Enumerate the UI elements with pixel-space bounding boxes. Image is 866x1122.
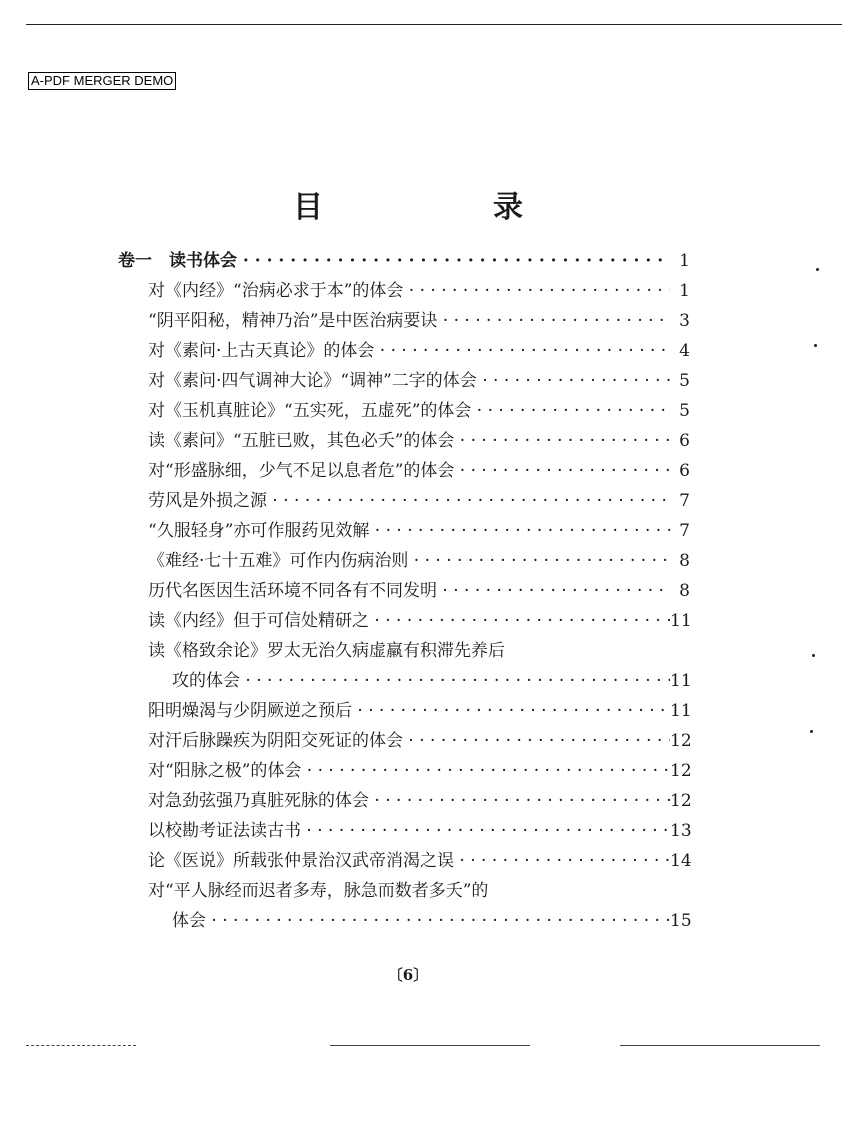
toc-entry-page: 7 <box>670 516 690 546</box>
toc-entry <box>118 696 698 726</box>
toc-entry-title: 对汗后脉躁疾为阴阳交死证的体会 · · · <box>148 726 678 756</box>
toc-entry-title: 对急劲弦强乃真脏死脉的体会 · · · <box>148 786 678 816</box>
toc-entry <box>118 546 698 576</box>
toc-entry <box>118 276 698 306</box>
toc-entry-title: 对《素问·四气调神大论》“调神”二字的体会 · · · <box>148 366 678 396</box>
toc-entry-page: 7 <box>670 486 690 516</box>
toc-entry <box>118 666 698 696</box>
toc-entry <box>118 726 698 756</box>
toc-entry-title: “阴平阳秘，精神乃治”是中医治病要诀 · · · <box>148 306 678 336</box>
toc-entry-title: 体会 · · · <box>172 906 678 936</box>
toc-entry-page: 4 <box>670 336 690 366</box>
bottom-rule-right <box>620 1045 820 1046</box>
toc-entry-title: 对“平人脉经而迟者多寿，脉急而数者多夭”的 <box>148 881 489 901</box>
toc-entry-page: 11 <box>670 606 690 636</box>
toc-entry-title: 《难经·七十五难》可作内伤病治则 · · · <box>148 546 678 576</box>
toc-entry-title: 对“阳脉之极”的体会 · · · <box>148 756 678 786</box>
bottom-rule-middle <box>330 1045 530 1046</box>
scan-speck <box>810 730 813 733</box>
toc-entry-title: 论《医说》所载张仲景治汉武帝消渴之误 · · · <box>148 846 678 876</box>
toc-entry <box>118 306 698 336</box>
toc-entry-title: 读《格致余论》罗太无治久病虚羸有积滞先养后 <box>148 641 505 661</box>
toc-entry-title: 卷一 读书体会 · · · <box>118 246 678 276</box>
bottom-rule-left <box>26 1045 136 1046</box>
toc-entry-page: 6 <box>670 426 690 456</box>
toc-entry <box>118 396 698 426</box>
toc-entry-title: 以校勘考证法读古书 · · · <box>148 816 678 846</box>
toc-entry <box>118 756 698 786</box>
toc-entry-page: 12 <box>670 756 690 786</box>
toc-entry-page: 6 <box>670 456 690 486</box>
scan-speck <box>812 654 815 657</box>
toc-entry <box>118 576 698 606</box>
toc-entry-title: 劳风是外损之源 · · · <box>148 486 678 516</box>
toc-entry <box>118 816 698 846</box>
toc-entry <box>118 486 698 516</box>
toc-entry <box>118 426 698 456</box>
toc-entry-title: 阳明燥渴与少阴厥逆之预后 · · · <box>148 696 678 726</box>
toc-entry <box>118 516 698 546</box>
toc-entry <box>118 636 698 666</box>
toc-entry-page: 1 <box>670 246 690 276</box>
toc-entry <box>118 456 698 486</box>
toc-entry-page: 12 <box>670 786 690 816</box>
page-number: 〔6〕 <box>387 966 429 984</box>
toc-entry-page: 11 <box>670 666 690 696</box>
toc-entry-page: 3 <box>670 306 690 336</box>
toc-entry-title: 读《内经》但于可信处精研之 · · · <box>148 606 678 636</box>
toc-entry-page: 8 <box>670 546 690 576</box>
toc-entry <box>118 606 698 636</box>
toc-entry-page: 12 <box>670 726 690 756</box>
scan-speck <box>816 268 819 271</box>
scan-speck <box>814 344 817 347</box>
top-rule <box>26 24 842 25</box>
toc-entry-page: 13 <box>670 816 690 846</box>
toc-entry <box>118 336 698 366</box>
page-title: 目 录 <box>293 190 593 225</box>
toc-entry <box>118 786 698 816</box>
toc-entry-title: 对《素问·上古天真论》的体会 · · · <box>148 336 678 366</box>
toc-entry <box>118 846 698 876</box>
toc-entry <box>118 876 698 906</box>
toc-entry-title: 攻的体会 · · · <box>172 666 678 696</box>
toc-entry-page: 5 <box>670 366 690 396</box>
toc-entry-title: 对《玉机真脏论》“五实死，五虚死”的体会 · · · <box>148 396 678 426</box>
toc-entry-title: 对《内经》“治病必求于本”的体会 · · · <box>148 276 678 306</box>
toc-entry-page: 8 <box>670 576 690 606</box>
toc-entry-title: “久服轻身”亦可作服药见效解 · · · <box>148 516 678 546</box>
toc-entry <box>118 906 698 936</box>
toc-entry-page: 15 <box>670 906 690 936</box>
toc-entry-title: 对“形盛脉细，少气不足以息者危”的体会 · · · <box>148 456 678 486</box>
toc-entry <box>118 246 698 276</box>
toc-entry-page: 11 <box>670 696 690 726</box>
watermark-label: A-PDF MERGER DEMO <box>28 72 176 90</box>
table-of-contents <box>118 246 698 936</box>
toc-entry-page: 1 <box>670 276 690 306</box>
toc-entry-title: 读《素问》“五脏已败，其色必夭”的体会 · · · <box>148 426 678 456</box>
toc-entry-page: 5 <box>670 396 690 426</box>
toc-entry-title: 历代名医因生活环境不同各有不同发明 · · · <box>148 576 678 606</box>
toc-entry <box>118 366 698 396</box>
toc-entry-page: 14 <box>670 846 690 876</box>
